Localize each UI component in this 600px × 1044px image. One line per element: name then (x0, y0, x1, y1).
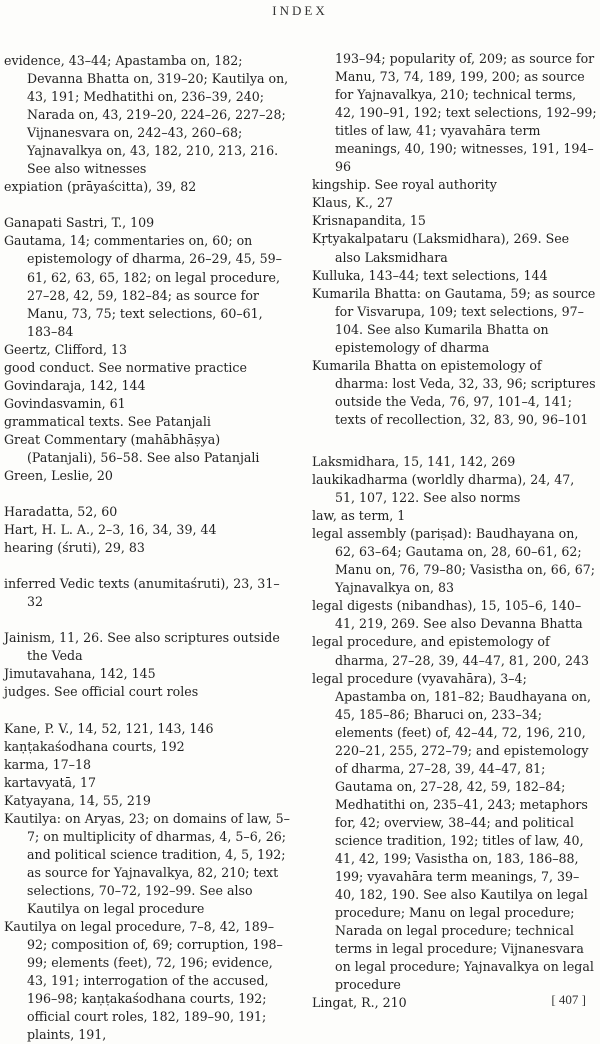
index-entry: Kulluka, 143–44; text selections, 144 (312, 267, 548, 283)
index-entry: Kautilya on legal procedure, 7–8, 42, 189–92; composition of, 69; corruption, 198–99; elements (feet), 72, 196; evidence, 43, 191; interrogation of the accused, 196–98; kaṇṭakaśodhana courts, 192; official court roles, 182, 189–90, 191; plaints, 191, (4, 919, 283, 1043)
index-entry: grammatical texts. See Patanjali (4, 413, 211, 429)
index-entry: Geertz, Clifford, 13 (4, 341, 128, 357)
index-column-right (312, 50, 597, 1012)
page-number: [ 407 ] (551, 992, 586, 1007)
index-entry: Great Commentary (mahābhāṣya) (Patanjali), 56–58. See also Patanjali (4, 431, 260, 465)
index-entry: Govindaraja, 142, 144 (4, 377, 146, 393)
index-entry: Gautama, 14; commentaries on, 60; on epistemology of dharma, 26–29, 45, 59–61, 62, 63, 65, 182; on legal procedure, 27–28, 42, 59, 182–84; as source for Manu, 73, 75; text selections, 60–61, 183–84 (4, 233, 282, 339)
index-entry: evidence, 43–44; Apastamba on, 182; Devanna Bhatta on, 319–20; Kautilya on, 43, 191; Medhatithi on, 236–39, 240; Narada on, 43, 219–20, 224–26, 227–28; Vijnanesvara on, 242–43, 260–68; Yajnavalkya on, 43, 182, 210, 213, 216. See also witnesses (4, 53, 289, 177)
index-entry: Kumarila Bhatta: on Gautama, 59; as source for Visvarupa, 109; text selections, 97–104. See also Kumarila Bhatta on epistemology of dharma (312, 285, 596, 355)
index-entry: karma, 17–18 (4, 756, 91, 772)
index-entry: Kane, P. V., 14, 52, 121, 143, 146 (4, 720, 214, 736)
index-entry: Jainism, 11, 26. See also scriptures outside the Veda (4, 630, 280, 664)
page-header: INDEX (272, 3, 328, 18)
index-entry: Jimutavahana, 142, 145 (4, 666, 156, 682)
index-column-left (4, 52, 291, 1044)
index-entry: 193–94; popularity of, 209; as source for Manu, 73, 74, 189, 199, 200; as source for Yajnavalkya, 210; technical terms, 42, 190–91, 192; text selections, 192–99; titles of law, 41; vyavahāra term meanings, 40, 190; witnesses, 191, 194–96 (335, 51, 597, 175)
index-entry: good conduct. See normative practice (4, 359, 247, 375)
index-entry: legal procedure (vyavahāra), 3–4; Apastamba on, 181–82; Baudhayana on, 45, 185–86; Bharuci on, 233–34; elements (feet) of, 42–44, 72, 196, 210, 220–21, 255, 272–79; and epistemology of dharma, 27–28, 39, 44–47, 81; Gautama on, 27–28, 42, 59, 182–84; Medhatithi on, 235–41, 243; metaphors for, 42; overview, 38–44; and political science tradition, 192; titles of law, 40, 41, 42, 199; Vasistha on, 183, 186–88, 199; vyavahāra term meanings, 7, 39–40, 182, 190. See also Kautilya on legal procedure; Manu on legal procedure; Narada on legal procedure; technical terms in legal procedure; Vijnanesvara on legal procedure; Yajnavalkya on legal procedure (312, 670, 594, 993)
index-entry: Govindasvamin, 61 (4, 395, 126, 411)
index-entry: Lingat, R., 210 (312, 995, 407, 1011)
index-entry: Ganapati Sastri, T., 109 (4, 215, 155, 231)
index-entry: legal assembly (pariṣad): Baudhayana on, 62, 63–64; Gautama on, 28, 60–61, 62; Manu on, 76, 79–80; Vasistha on, 66, 67; Yajnavalkya on, 83 (312, 526, 596, 596)
index-entry: Katyayana, 14, 55, 219 (4, 792, 151, 808)
index-entry: Kumarila Bhatta on epistemology of dharma: lost Veda, 32, 33, 96; scriptures outside the Veda, 76, 97, 101–4, 141; texts of recollection, 32, 83, 90, 96–101 (312, 357, 596, 427)
index-entry: kartavyatā, 17 (4, 774, 97, 790)
index-entry: Hart, H. L. A., 2–3, 16, 34, 39, 44 (4, 522, 217, 538)
index-entry: Kautilya: on Aryas, 23; on domains of law, 5–7; on multiplicity of dharmas, 4, 5–6, 26; and political science tradition, 4, 5, 192; as source for Yajnavalkya, 82, 210; text selections, 70–72, 192–99. See also Kautilya on legal procedure (4, 810, 290, 916)
index-entry: Krisnapandita, 15 (312, 213, 426, 229)
index-entry: Kṛtyakalpataru (Laksmidhara), 269. See also Laksmidhara (312, 231, 570, 265)
index-entry: kingship. See royal authority (312, 177, 497, 193)
index-entry: Green, Leslie, 20 (4, 468, 113, 484)
index-entry: law, as term, 1 (312, 508, 406, 524)
index-entry: legal digests (nibandhas), 15, 105–6, 140–41, 219, 269. See also Devanna Bhatta (312, 598, 583, 632)
index-entry: expiation (prāyaścitta), 39, 82 (4, 179, 197, 195)
index-entry: inferred Vedic texts (anumitaśruti), 23, 31–32 (4, 576, 280, 610)
index-entry: legal procedure, and epistemology of dharma, 27–28, 39, 44–47, 81, 200, 243 (312, 634, 590, 668)
index-entry: Klaus, K., 27 (312, 195, 393, 211)
index-entry: judges. See official court roles (4, 684, 199, 700)
index-entry: laukikadharma (worldly dharma), 24, 47, 51, 107, 122. See also norms (312, 472, 575, 506)
index-entry: Haradatta, 52, 60 (4, 504, 118, 520)
index-entry: Laksmidhara, 15, 141, 142, 269 (312, 453, 516, 469)
index-entry: hearing (śruti), 29, 83 (4, 540, 145, 556)
index-entry: kaṇṭakaśodhana courts, 192 (4, 738, 185, 754)
